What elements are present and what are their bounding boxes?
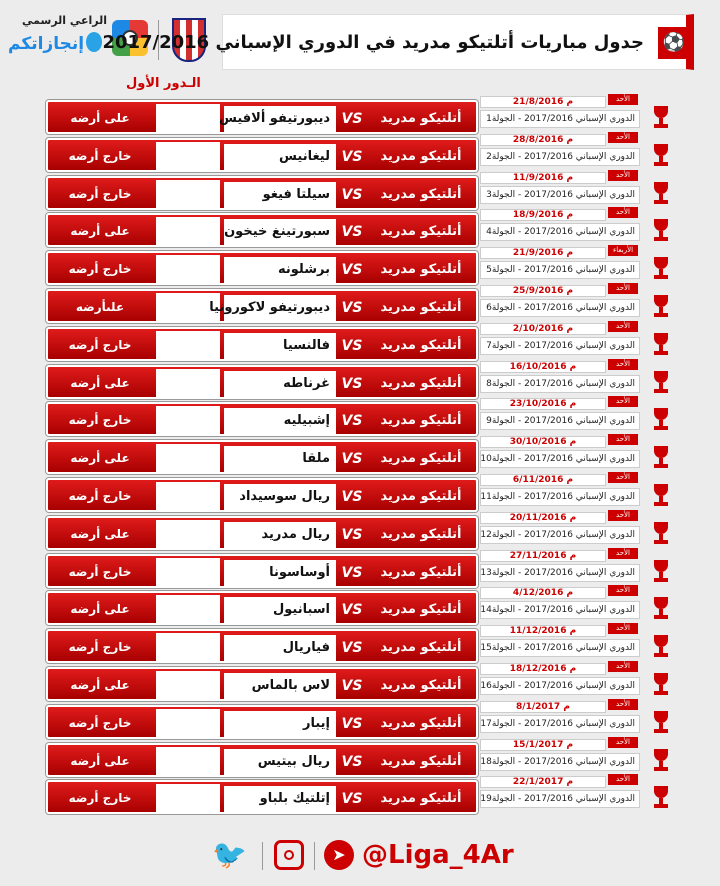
match-info	[480, 283, 646, 323]
trophy-icon	[650, 371, 672, 395]
match-date: 4/12/2016 م	[480, 587, 606, 599]
opponent-name: ريال سوسيداد	[224, 484, 336, 510]
match-date: 11/12/2016 م	[480, 625, 606, 637]
trophy-icon	[650, 484, 672, 508]
sponsor-label: الراعي الرسمي	[22, 14, 108, 27]
home-team: أتلتيكو مدريد	[380, 300, 462, 315]
match-date: 22/1/2017 م	[480, 776, 606, 788]
divider	[314, 842, 315, 870]
score-box	[156, 255, 220, 285]
venue-label: على أرضه	[70, 224, 130, 239]
trophy-icon	[650, 786, 672, 810]
match-info	[480, 321, 646, 361]
match-info	[480, 623, 646, 663]
vs-label: VS	[341, 678, 363, 694]
score-box	[156, 406, 220, 436]
league-round: الدوري الإسباني 2017/2016 - الجولة17	[480, 715, 640, 733]
opponent-name: سبورتينغ خيخون	[224, 219, 336, 245]
trophy-icon	[650, 446, 672, 470]
league-round: الدوري الإسباني 2017/2016 - الجولة18	[480, 753, 640, 771]
vs-label: VS	[341, 564, 363, 581]
match-info	[480, 510, 646, 550]
venue-label: خارج أرضه	[68, 337, 132, 352]
match-day: الأحد	[608, 283, 638, 294]
venue-label: خارج أرضه	[68, 148, 132, 163]
match-info	[480, 207, 646, 247]
telegram-icon[interactable]: ➤	[324, 840, 354, 870]
score-box	[156, 747, 220, 777]
home-team: أتلتيكو مدريد	[380, 375, 462, 391]
score-box	[156, 217, 220, 247]
match-row	[46, 359, 676, 399]
match-info	[480, 774, 646, 814]
match-strip	[46, 402, 478, 436]
vs-label: VS	[341, 489, 363, 505]
match-info	[480, 737, 646, 777]
league-round: الدوري الإسباني 2017/2016 - الجولة13	[480, 564, 640, 582]
match-row	[46, 132, 676, 172]
match-strip	[46, 440, 478, 474]
league-round: الدوري الإسباني 2017/2016 - الجولة10	[480, 450, 640, 468]
score-box	[156, 558, 220, 588]
home-team: أتلتيكو مدريد	[380, 489, 462, 504]
match-info	[480, 359, 646, 399]
match-info	[480, 472, 646, 512]
opponent-name: ديبورتيفو لاكورونيا	[224, 295, 336, 321]
venue-label: على أرضه	[70, 753, 130, 768]
score-box	[156, 595, 220, 625]
score-box	[156, 444, 220, 474]
venue-label: على أرضه	[70, 602, 130, 617]
round-label: الـدور الأول	[126, 76, 201, 91]
score-box	[156, 104, 220, 134]
match-day: الأحد	[608, 661, 638, 672]
match-info	[480, 585, 646, 625]
match-day: الأحد	[608, 321, 638, 332]
match-strip	[46, 138, 478, 172]
league-round: الدوري الإسباني 2017/2016 - الجولة12	[480, 526, 640, 544]
venue-label: على أرضه	[70, 678, 130, 692]
match-info	[480, 94, 646, 134]
match-day: الأحد	[608, 472, 638, 483]
match-day: الأحد	[608, 548, 638, 559]
match-info	[480, 434, 646, 474]
divider	[262, 842, 263, 870]
opponent-name: ملقا	[224, 446, 336, 472]
match-row	[46, 473, 676, 512]
home-team: أتلتيكو مدريد	[380, 451, 462, 467]
match-strip	[46, 629, 478, 663]
match-row	[46, 586, 676, 625]
page-title: جدول مباريات أتلتيكو مدريد في الدوري الإسباني 2017/2016	[102, 31, 644, 53]
match-row	[46, 662, 676, 701]
opponent-name: ريال بيتيس	[224, 749, 336, 775]
match-day: الأحد	[608, 132, 638, 143]
vs-label: VS	[341, 262, 363, 279]
match-day: الأحد	[608, 94, 638, 105]
trophy-icon	[650, 182, 672, 206]
match-row	[46, 435, 676, 474]
match-row	[46, 775, 676, 814]
match-date: 16/10/2016 م	[480, 361, 606, 373]
league-round: الدوري الإسباني 2017/2016 - الجولة14	[480, 601, 640, 619]
match-date: 18/12/2016 م	[480, 663, 606, 675]
vs-label: VS	[341, 111, 363, 127]
home-team: أتلتيكو مدريد	[380, 111, 462, 126]
match-strip	[46, 667, 478, 701]
match-row	[46, 321, 676, 361]
league-round: الدوري الإسباني 2017/2016 - الجولة3	[480, 186, 640, 204]
vs-label: VS	[341, 413, 363, 430]
match-strip	[46, 327, 478, 361]
match-day: الأحد	[608, 585, 638, 596]
opponent-name: إيبار	[224, 711, 336, 737]
league-round: الدوري الإسباني 2017/2016 - الجولة5	[480, 261, 640, 279]
match-date: 2/10/2016 م	[480, 323, 606, 335]
league-round: الدوري الإسباني 2017/2016 - الجولة4	[480, 223, 640, 241]
league-round: الدوري الإسباني 2017/2016 - الجولة9	[480, 412, 640, 430]
match-row	[46, 548, 676, 588]
match-row	[46, 95, 676, 134]
league-round: الدوري الإسباني 2017/2016 - الجولة16	[480, 677, 640, 695]
home-team: أتلتيكو مدريد	[380, 186, 462, 202]
match-row	[46, 208, 676, 247]
trophy-icon	[650, 749, 672, 773]
league-round: الدوري الإسباني 2017/2016 - الجولة11	[480, 488, 640, 506]
social-handle[interactable]: @Liga_4Ar	[362, 840, 514, 870]
match-strip	[46, 365, 478, 399]
league-round: الدوري الإسباني 2017/2016 - الجولة15	[480, 639, 640, 657]
match-info	[480, 245, 646, 285]
match-day: الأحد	[608, 510, 638, 521]
trophy-icon	[650, 560, 672, 584]
opponent-name: برشلونه	[224, 257, 336, 283]
home-team: أتلتيكو مدريد	[380, 148, 462, 164]
score-box	[156, 784, 220, 814]
match-row	[46, 397, 676, 436]
vs-label: VS	[341, 337, 363, 354]
match-strip	[46, 213, 478, 247]
title-bar	[102, 14, 694, 70]
match-day: الأحد	[608, 699, 638, 710]
venue-label: خارج أرضه	[68, 186, 132, 201]
venue-label: خارج أرضه	[68, 262, 132, 277]
venue-label: خارج أرضه	[68, 640, 132, 655]
match-info	[480, 548, 646, 588]
vs-label: VS	[341, 602, 363, 619]
match-day: الأحد	[608, 774, 638, 785]
opponent-name: سيلتا فيغو	[224, 182, 336, 208]
trophy-icon	[650, 144, 672, 168]
match-info	[480, 170, 646, 210]
opponent-name: غرناطه	[224, 371, 336, 397]
score-box	[156, 671, 220, 701]
bulb-icon	[86, 32, 102, 52]
opponent-name: فياريال	[224, 635, 336, 661]
match-strip	[46, 743, 478, 777]
venue-label: خارج أرضه	[68, 715, 132, 730]
match-strip	[46, 516, 478, 550]
match-date: 21/9/2016 م	[480, 247, 606, 259]
match-strip	[46, 780, 478, 814]
venue-label: خارج أرضه	[68, 413, 132, 428]
ball-icon: ⚽	[658, 27, 690, 59]
score-box	[156, 369, 220, 399]
vs-label: VS	[341, 148, 363, 165]
venue-label: خارج أرضه	[68, 791, 132, 806]
vs-label: VS	[341, 224, 363, 241]
vs-label: VS	[341, 375, 363, 392]
score-box	[156, 520, 220, 550]
match-row	[46, 510, 676, 550]
instagram-icon[interactable]	[274, 840, 304, 870]
vs-label: VS	[341, 715, 363, 732]
venue-label: خارج أرضه	[68, 489, 132, 503]
match-info	[480, 132, 646, 172]
venue-label: علىأرضه	[75, 300, 125, 314]
trophy-icon	[650, 219, 672, 243]
score-box	[156, 482, 220, 512]
trophy-icon	[650, 711, 672, 735]
trophy-icon	[650, 597, 672, 621]
match-date: 8/1/2017 م	[480, 701, 606, 713]
match-date: 18/9/2016 م	[480, 209, 606, 221]
match-date: 27/11/2016 م	[480, 550, 606, 562]
match-date: 11/9/2016 م	[480, 172, 606, 184]
match-strip	[46, 554, 478, 588]
match-date: 28/8/2016 م	[480, 134, 606, 146]
score-box	[156, 633, 220, 663]
match-row	[46, 170, 676, 210]
twitter-icon[interactable]: 🐦	[212, 838, 247, 871]
home-team: أتلتيكو مدريد	[380, 715, 462, 731]
vs-label: VS	[341, 753, 363, 770]
match-info	[480, 661, 646, 701]
vs-label: VS	[341, 451, 363, 468]
match-row	[46, 699, 676, 739]
match-info	[480, 396, 646, 436]
trophy-icon	[650, 522, 672, 546]
match-day: الأحد	[608, 434, 638, 445]
home-team: أتلتيكو مدريد	[380, 526, 462, 542]
trophy-icon	[650, 673, 672, 697]
trophy-icon	[650, 295, 672, 319]
match-day: الأحد	[608, 623, 638, 634]
home-team: أتلتيكو مدريد	[380, 262, 462, 278]
opponent-name: ديبورتيفو ألافيس	[224, 106, 336, 132]
match-day: الأربعاء	[608, 245, 638, 256]
score-box	[156, 142, 220, 172]
sponsor-logo: إنجازاتكم	[8, 34, 85, 54]
match-day: الأحد	[608, 396, 638, 407]
opponent-name: إشبيليه	[224, 408, 336, 434]
score-box	[156, 331, 220, 361]
home-team: أتلتيكو مدريد	[380, 753, 462, 769]
match-strip	[46, 591, 478, 625]
trophy-icon	[650, 106, 672, 130]
league-round: الدوري الإسباني 2017/2016 - الجولة7	[480, 337, 640, 355]
match-day: الأحد	[608, 737, 638, 748]
match-row	[46, 284, 676, 323]
match-strip	[46, 100, 478, 134]
match-day: الأحد	[608, 359, 638, 370]
match-date: 6/11/2016 م	[480, 474, 606, 486]
trophy-icon	[650, 635, 672, 659]
match-strip	[46, 251, 478, 285]
match-date: 21/8/2016 م	[480, 96, 606, 108]
league-round: الدوري الإسباني 2017/2016 - الجولة19	[480, 790, 640, 808]
opponent-name: أوساسونا	[224, 560, 336, 586]
trophy-icon	[650, 408, 672, 432]
venue-label: على أرضه	[70, 451, 130, 466]
league-round: الدوري الإسباني 2017/2016 - الجولة2	[480, 148, 640, 166]
header	[0, 0, 720, 98]
home-team: أتلتيكو مدريد	[380, 337, 462, 353]
match-date: 15/1/2017 م	[480, 739, 606, 751]
match-strip	[46, 176, 478, 210]
trophy-icon	[650, 333, 672, 357]
league-round: الدوري الإسباني 2017/2016 - الجولة8	[480, 375, 640, 393]
vs-label: VS	[341, 791, 363, 808]
match-date: 23/10/2016 م	[480, 398, 606, 410]
match-strip	[46, 289, 478, 323]
match-row	[46, 737, 676, 777]
venue-label: على أرضه	[70, 375, 130, 390]
match-row	[46, 246, 676, 285]
match-strip	[46, 478, 478, 512]
home-team: أتلتيكو مدريد	[380, 640, 462, 656]
vs-label: VS	[341, 300, 363, 316]
trophy-icon	[650, 257, 672, 281]
home-team: أتلتيكو مدريد	[380, 224, 462, 240]
home-team: أتلتيكو مدريد	[380, 791, 462, 807]
home-team: أتلتيكو مدريد	[380, 564, 462, 580]
opponent-name: ليغانيس	[224, 144, 336, 170]
league-round: الدوري الإسباني 2017/2016 - الجولة6	[480, 299, 640, 317]
home-team: أتلتيكو مدريد	[380, 678, 462, 693]
opponent-name: لاس بالماس	[224, 673, 336, 699]
match-row	[46, 624, 676, 663]
score-box	[156, 709, 220, 739]
home-team: أتلتيكو مدريد	[380, 602, 462, 618]
vs-label: VS	[341, 526, 363, 543]
footer	[0, 826, 720, 886]
match-day: الأحد	[608, 207, 638, 218]
match-info	[480, 699, 646, 739]
vs-label: VS	[341, 640, 363, 657]
venue-label: على أرضه	[70, 111, 130, 125]
vs-label: VS	[341, 186, 363, 203]
opponent-name: ريال مدريد	[224, 522, 336, 548]
opponent-name: اسبانيول	[224, 597, 336, 623]
match-date: 20/11/2016 م	[480, 512, 606, 524]
venue-label: على أرضه	[70, 526, 130, 541]
league-round: الدوري الإسباني 2017/2016 - الجولة1	[480, 110, 640, 128]
match-date: 30/10/2016 م	[480, 436, 606, 448]
home-team: أتلتيكو مدريد	[380, 413, 462, 429]
opponent-name: فالنسيا	[224, 333, 336, 359]
match-day: الأحد	[608, 170, 638, 181]
match-date: 25/9/2016 م	[480, 285, 606, 297]
score-box	[156, 180, 220, 210]
match-strip	[46, 705, 478, 739]
venue-label: خارج أرضه	[68, 564, 132, 579]
opponent-name: إتلتيك بلباو	[224, 786, 336, 812]
